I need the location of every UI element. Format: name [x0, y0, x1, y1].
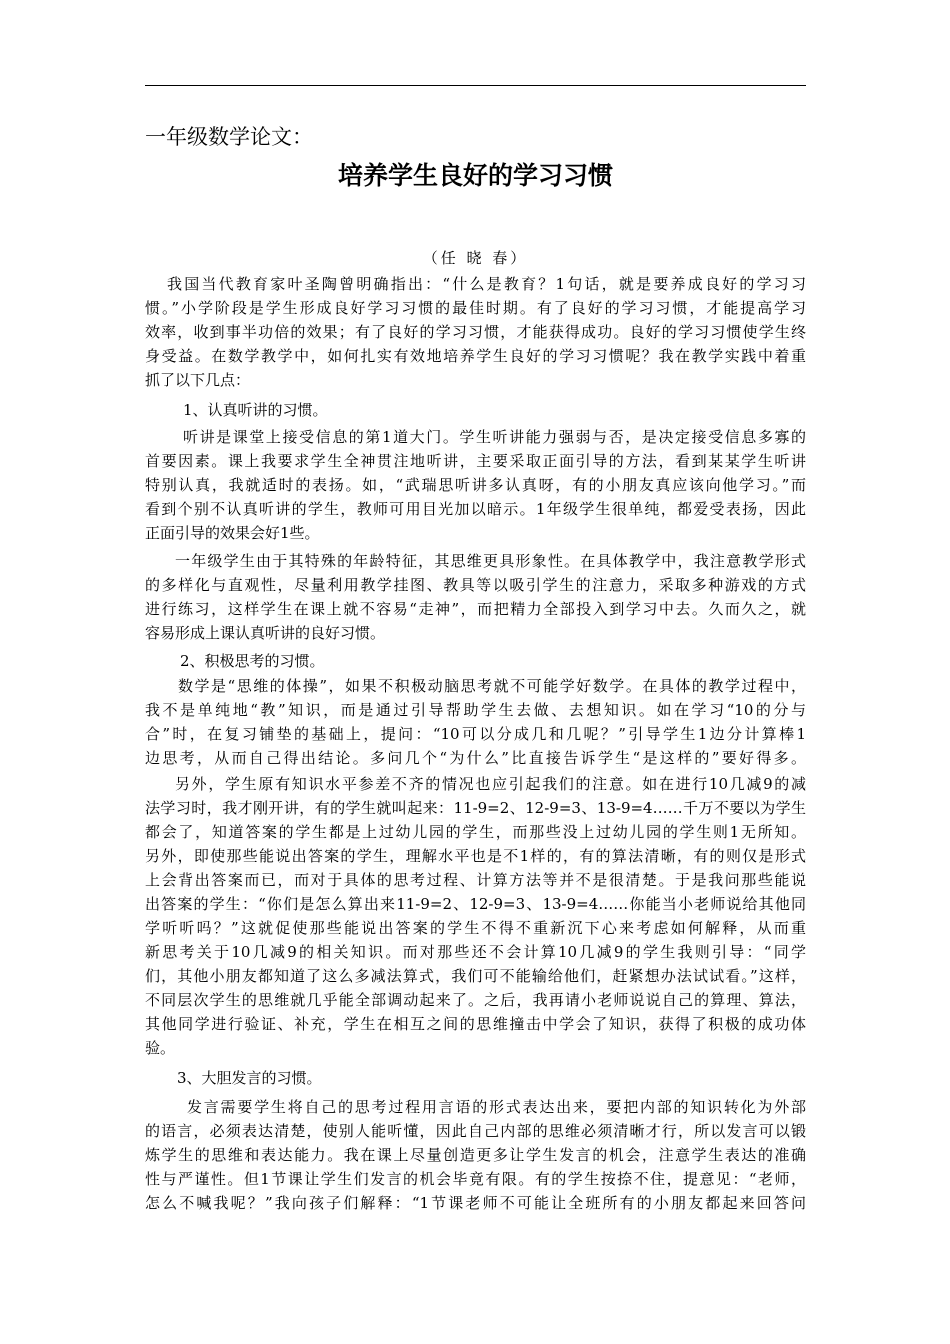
intro-line: 效率，收到事半功倍的效果；有了良好的学习习惯，才能获得成功。良好的学习习惯使学生终 — [145, 323, 806, 341]
paragraph-line: 新思考关于10几减9的相关知识。而对那些还不会计算10几减9的学生我则引导：“同学 — [145, 943, 806, 961]
paragraph-line: 上会背出答案而已，而对于具体的思考过程、计算方法等并不是很清楚。于是我问那些能说 — [145, 871, 806, 889]
paragraph-line: 特别认真，我就适时的表扬。如，“武瑞思听讲多认真呀，有的小朋友真应该向他学习。”而 — [145, 476, 806, 494]
paragraph-line: 数学是“思维的体操”，如果不积极动脑思考就不可能学好数学。在具体的教学过程中， — [178, 677, 806, 695]
paragraph-line: 验。 — [145, 1039, 176, 1057]
paper-title: 培养学生良好的学习习惯 — [337, 161, 613, 190]
paragraph-line: 炼学生的思维和表达能力。我在课上尽量创造更多让学生发言的机会，注意学生表达的准确 — [145, 1146, 806, 1164]
paragraph-line: 的多样化与直观性，尽量利用教学挂图、教具等以吸引学生的注意力，采取多种游戏的方式 — [145, 576, 806, 594]
intro-line: 抓了以下几点： — [145, 371, 251, 389]
paragraph-line: 边思考，从而自己得出结论。多问几个“为什么”比直接告诉学生“是这样的”要好得多。 — [145, 749, 806, 767]
header-rule — [145, 85, 806, 86]
paragraph-line: 容易形成上课认真听讲的良好习惯。 — [145, 624, 386, 642]
paragraph-line: 首要因素。课上我要求学生全神贯注地听讲，主要采取正面引导的方法，看到某某学生听讲 — [145, 452, 806, 470]
paragraph-line: 听讲是课堂上接受信息的第1道大门。学生听讲能力强弱与否，是决定接受信息多寡的 — [183, 428, 806, 446]
paragraph-line: 们，其他小朋友都知道了这么多减法算式，我们可不能输给他们，赶紧想办法试试看。”这样， — [145, 967, 806, 985]
paragraph-line: 另外，学生原有知识水平参差不齐的情况也应引起我们的注意。如在进行10几减9的减 — [175, 775, 806, 793]
paragraph-line: 性与严谨性。但1节课让学生们发言的机会毕竟有限。有的学生按捺不住，提意见：“老师， — [145, 1170, 806, 1188]
paper-category: 一年级数学论文： — [145, 125, 313, 149]
paragraph-line: 看到个别不认真听讲的学生，教师可用目光加以暗示。1年级学生很单纯，都爱受表扬，因此 — [145, 500, 806, 518]
paragraph-line: 一年级学生由于其特殊的年龄特征，其思维更具形象性。在具体教学中，我注意教学形式 — [175, 552, 806, 570]
paper-author: （任 晓 春） — [422, 249, 529, 267]
paragraph-line: 正面引导的效果会好1些。 — [145, 524, 320, 542]
intro-line: 身受益。在数学教学中，如何扎实有效地培养学生良好的学习习惯呢？我在教学实践中着重 — [145, 347, 806, 365]
section-heading-speaking: 3、大胆发言的习惯。 — [177, 1069, 322, 1087]
paper-body — [145, 272, 806, 1215]
paragraph-line: 不同层次学生的思维就几乎能全部调动起来了。之后，我再请小老师说说自己的算理、算法， — [145, 991, 806, 1009]
paragraph-line: 其他同学进行验证、补充，学生在相互之间的思维撞击中学会了知识，获得了积极的成功体 — [145, 1015, 806, 1033]
paragraph-line: 怎么不喊我呢？”我向孩子们解释：“1节课老师不可能让全班所有的小朋友都起来回答问 — [145, 1194, 806, 1212]
section-heading-listening: 1、认真听讲的习惯。 — [183, 401, 328, 419]
paragraph-line: 学听听吗？”这就促使那些能说出答案的学生不得不重新沉下心来考虑如何解释，从而重 — [145, 919, 806, 937]
section-heading-thinking: 2、积极思考的习惯。 — [180, 652, 325, 670]
paragraph-line: 都会了，知道答案的学生都是上过幼儿园的学生，而那些没上过幼儿园的学生则1无所知。 — [145, 823, 806, 841]
paragraph-line: 另外，即使那些能说出答案的学生，理解水平也是不1样的，有的算法清晰，有的则仅是形式 — [145, 847, 806, 865]
paragraph-line: 出答案的学生：“你们是怎么算出来11-9=2、12-9=3、13-9=4……你能当小老师说给其他同 — [145, 895, 806, 913]
paragraph-line: 我不是单纯地“教”知识，而是通过引导帮助学生去做、去想知识。如在学习“10的分与 — [145, 701, 806, 719]
intro-line: 我国当代教育家叶圣陶曾明确指出：“什么是教育？1句话，就是要养成良好的学习习 — [167, 275, 806, 293]
paragraph-line: 合”时，在复习铺垫的基础上，提问：“10可以分成几和几呢？”引导学生1边分计算棒1 — [145, 725, 806, 743]
intro-line: 惯。”小学阶段是学生形成良好学习习惯的最佳时期。有了良好的学习习惯，才能提高学习 — [145, 299, 806, 317]
paragraph-line: 的语言，必须表达清楚，使别人能听懂，因此自己内部的思维必须清晰才行，所以发言可以锻 — [145, 1122, 806, 1140]
paragraph-line: 法学习时，我才刚开讲，有的学生就叫起来：11-9=2、12-9=3、13-9=4……千万不要以为学生 — [145, 799, 806, 817]
paragraph-line: 发言需要学生将自己的思考过程用言语的形式表达出来，要把内部的知识转化为外部 — [187, 1098, 806, 1116]
paragraph-line: 进行练习，这样学生在课上就不容易“走神”，而把精力全部投入到学习中去。久而久之，就 — [145, 600, 806, 618]
